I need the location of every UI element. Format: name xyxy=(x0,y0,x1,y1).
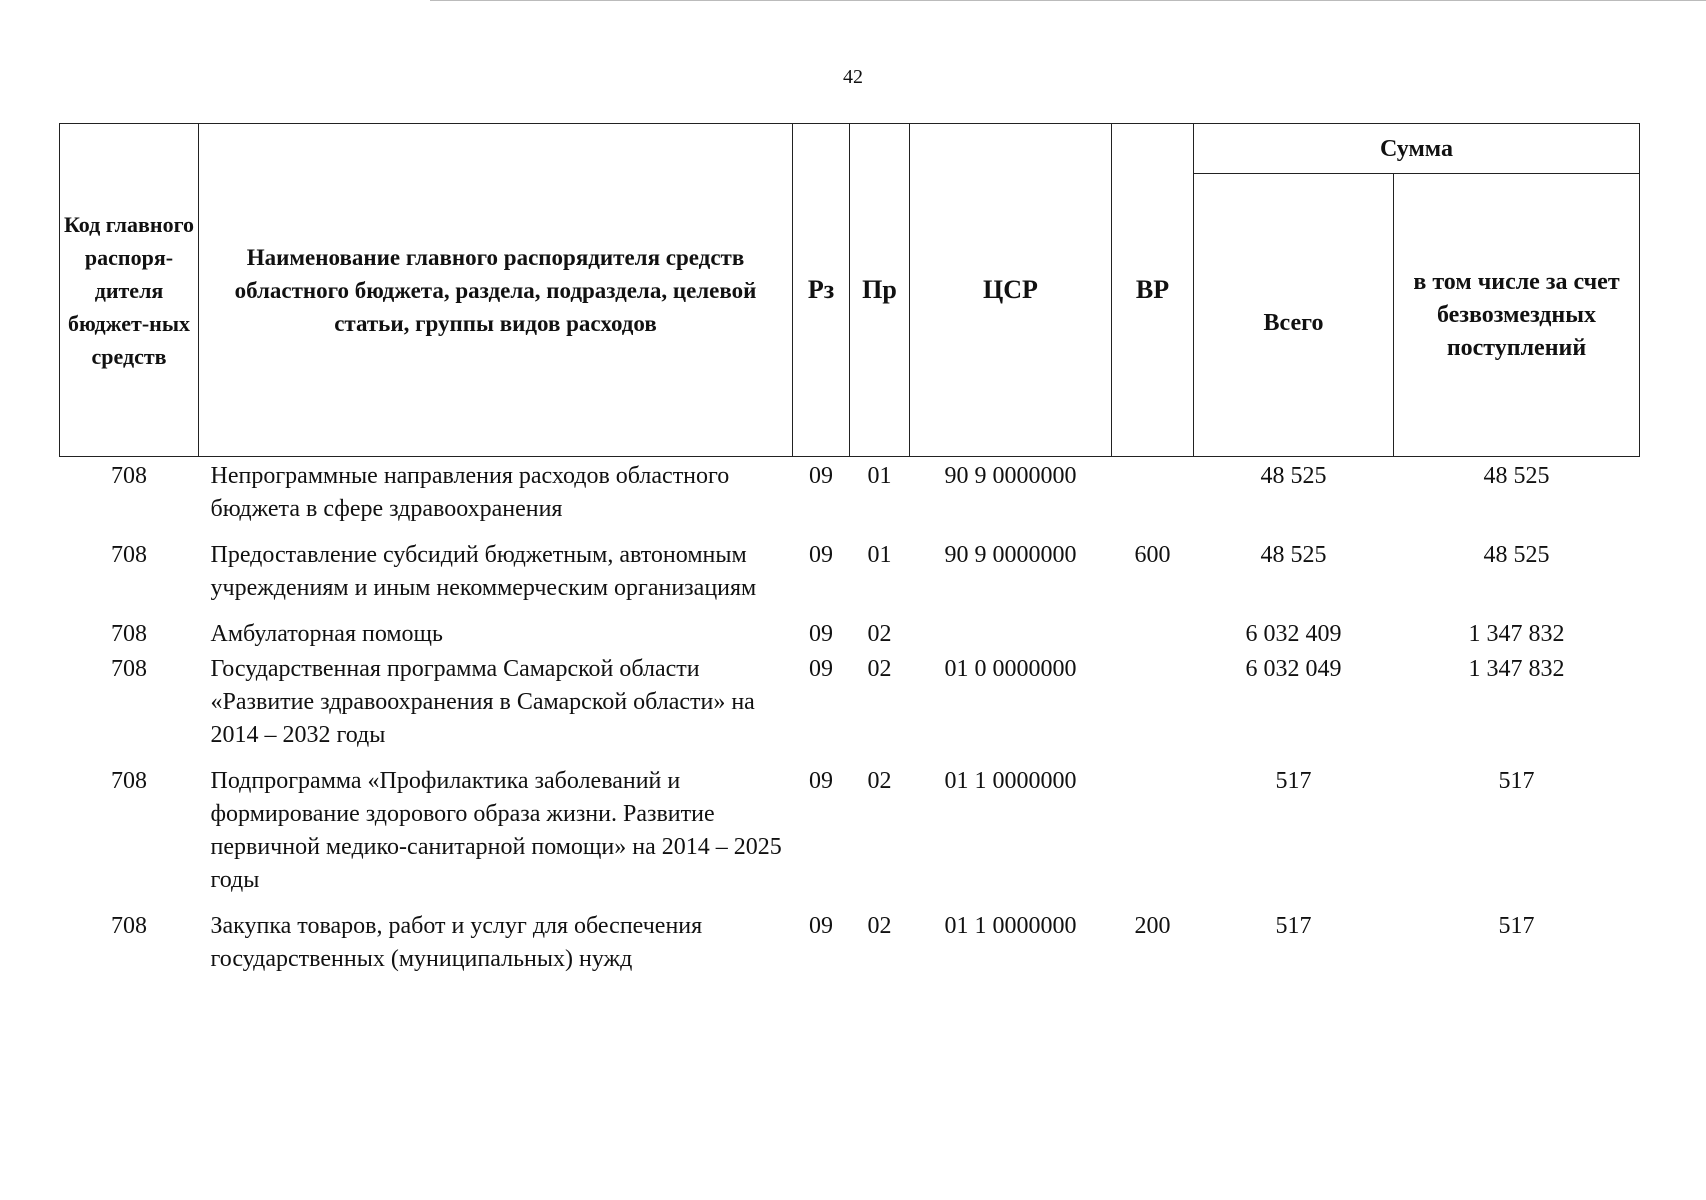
cell-code: 708 xyxy=(111,913,147,939)
cell-name: Амбулаторная помощь xyxy=(210,621,443,647)
cell-total: 48 525 xyxy=(1260,463,1327,489)
scan-edge-line xyxy=(430,0,1706,1)
budget-table xyxy=(59,123,1640,989)
cell-pr: 01 xyxy=(867,542,892,568)
cell-rz: 09 xyxy=(809,542,833,568)
header-rz: Рз xyxy=(793,124,850,457)
table-header xyxy=(60,124,1640,457)
cell-free: 1 347 832 xyxy=(1468,621,1565,647)
cell-name: Предоставление субсидий бюджетным, автономным учреждениям и иным некоммерческим организациям xyxy=(210,542,757,601)
cell-total: 6 032 409 xyxy=(1245,621,1342,647)
cell-name: Подпрограмма «Профилактика заболеваний и формирование здорового образа жизни. Развитие первичной медико-санитарной помощи» на 2014 – 2025 годы xyxy=(210,768,782,893)
cell-free: 48 525 xyxy=(1483,463,1550,489)
table-row xyxy=(60,457,1640,540)
cell-total: 517 xyxy=(1275,768,1312,794)
table-body xyxy=(60,457,1640,990)
cell-code: 708 xyxy=(111,542,147,568)
header-csr: ЦСР xyxy=(910,124,1112,457)
cell-rz: 09 xyxy=(809,913,833,939)
cell-code: 708 xyxy=(111,463,147,489)
header-code: Код главного распоря-дителя бюджет-ных средств xyxy=(60,124,199,457)
cell-pr: 01 xyxy=(867,463,892,489)
cell-rz: 09 xyxy=(809,463,833,489)
cell-code: 708 xyxy=(111,656,147,682)
cell-code: 708 xyxy=(111,621,147,647)
table-row xyxy=(60,653,1640,765)
cell-pr: 02 xyxy=(867,913,892,939)
cell-vr: 200 xyxy=(1134,913,1171,939)
cell-csr: 01 1 0000000 xyxy=(944,913,1077,939)
cell-total: 517 xyxy=(1275,913,1312,939)
table-row xyxy=(60,618,1640,653)
cell-rz: 09 xyxy=(809,768,833,794)
header-name: Наименование главного распорядителя средств областного бюджета, раздела, подраздела, целевой статьи, группы видов расходов xyxy=(199,124,793,457)
cell-name: Закупка товаров, работ и услуг для обеспечения государственных (муниципальных) нужд xyxy=(210,913,703,972)
cell-csr: 01 1 0000000 xyxy=(944,768,1077,794)
cell-name: Непрограммные направления расходов областного бюджета в сфере здравоохранения xyxy=(210,463,730,522)
cell-vr: 600 xyxy=(1134,542,1171,568)
cell-rz: 09 xyxy=(809,621,833,647)
cell-name: Государственная программа Самарской области «Развитие здравоохранения в Самарской области» на 2014 – 2032 годы xyxy=(210,656,755,748)
cell-vr xyxy=(1112,653,1194,765)
table-row xyxy=(60,539,1640,618)
table-row xyxy=(60,765,1640,910)
page-number: 42 xyxy=(843,66,863,88)
header-sum: Сумма xyxy=(1194,124,1640,174)
header-total: Всего xyxy=(1194,174,1394,457)
cell-code: 708 xyxy=(111,768,147,794)
cell-pr: 02 xyxy=(867,621,892,647)
cell-total: 6 032 049 xyxy=(1245,656,1342,682)
header-free: в том числе за счет безвозмездных поступлений xyxy=(1394,174,1640,457)
cell-free: 517 xyxy=(1498,913,1535,939)
header-pr: Пр xyxy=(850,124,910,457)
cell-free: 1 347 832 xyxy=(1468,656,1565,682)
cell-vr xyxy=(1112,457,1194,540)
cell-csr xyxy=(910,618,1112,653)
header-vr: ВР xyxy=(1112,124,1194,457)
cell-csr: 01 0 0000000 xyxy=(944,656,1077,682)
cell-free: 48 525 xyxy=(1483,542,1550,568)
cell-pr: 02 xyxy=(867,768,892,794)
table-row xyxy=(60,910,1640,989)
cell-csr: 90 9 0000000 xyxy=(944,542,1077,568)
cell-vr xyxy=(1112,765,1194,910)
cell-rz: 09 xyxy=(809,656,833,682)
cell-csr: 90 9 0000000 xyxy=(944,463,1077,489)
cell-total: 48 525 xyxy=(1260,542,1327,568)
cell-free: 517 xyxy=(1498,768,1535,794)
cell-vr xyxy=(1112,618,1194,653)
cell-pr: 02 xyxy=(867,656,892,682)
